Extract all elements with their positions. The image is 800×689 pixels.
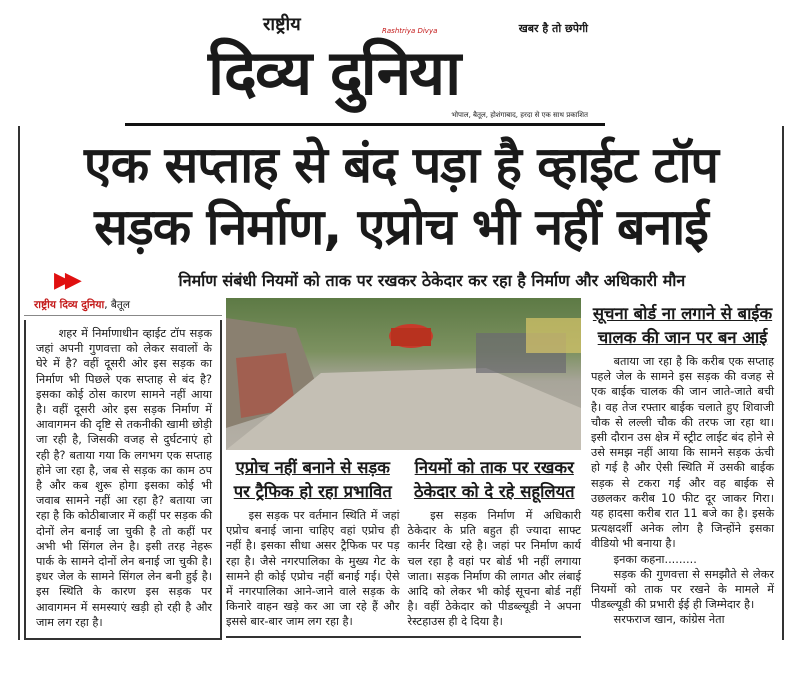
masthead-subline: भोपाल, बैतूल, होशंगाबाद, हरदा से एक साथ प्रकाशित bbox=[451, 111, 588, 119]
section-heading-approach: एप्रोच नहीं बनाने से सड़क पर ट्रैफिक हो रहा प्रभावित bbox=[233, 458, 392, 501]
left-column bbox=[24, 298, 222, 640]
quote-text: सड़क की गुणवत्ता से समझौते से लेकर नियमों को ताक पर रखने के मामले में पीडब्ल्यूडी की प्रभारी ईई ही जिम्मेदार है। bbox=[591, 567, 774, 612]
masthead-top-word: राष्ट्रीय bbox=[263, 14, 301, 35]
masthead-name: दिव्य दुनिया bbox=[208, 36, 460, 109]
masthead-top-row bbox=[208, 14, 598, 36]
tanker-body bbox=[391, 328, 431, 346]
quote-author: सरफराज खान, कांग्रेस नेता bbox=[613, 613, 725, 627]
shop-front bbox=[526, 318, 581, 353]
subheadline-row bbox=[24, 268, 778, 294]
byline bbox=[24, 298, 222, 316]
quote-intro: इनका कहना......... bbox=[613, 552, 697, 566]
middle-column bbox=[226, 298, 581, 638]
section-heading-bike: सूचना बोर्ड ना लगाने से बाईक चालक की जान पर बन आई bbox=[592, 304, 773, 347]
section-text-approach: इस सड़क पर वर्तमान स्थिति में जहां एप्रोच बनाई जाना चाहिए वहां एप्रोच ही नहीं है। इसका सीधा असर ट्रैफिक पर पड़ रहा है। जैसे नगरपालिका के मुख्य गेट के सामने ही कोई एप्रोच नहीं बनाई गई। ऐसे में नगरपालिका आने-जाने वाले सड़क के किनारे वाहन खड़े कर आ जा रहे हैं और इससे बार-बार जाम लग रहा है। bbox=[226, 509, 400, 629]
subheadline: निर्माण संबंधी नियमों को ताक पर रखकर ठेकेदार कर रहा है निर्माण और अधिकारी मौन bbox=[178, 271, 686, 290]
article-frame bbox=[18, 126, 784, 640]
left-column-text: शहर में निर्माणाधीन व्हाईट टॉप सड़क जहां अपनी गुणवत्ता को लेकर सवालों के घेरे में है? वहीं दूसरी ओर इस सड़क का निर्माण भी पिछले एक सप्ताह से बंद है? इसका कोई ठोस कारण सामने नहीं आया है। वहीं दूसरी ओर इस सड़क निर्माण में आवागमन की दृष्टि से तकनीकी खामी छोड़ी जा रही है, जिसकी वजह से दुर्घटनाएं हो रही है? बताया गया कि लगभग एक सप्ताह होने जा रहा है, जब से सड़क का काम ठप है और कब शुरू होगा इसका कोई भी जवाब सामने नहीं आ रहा है? बताया जा रहा है कि कोठीबाजार में कहीं पर सड़क की दोनों लेन बनाई जा चुकी है तो कहीं पर अभी भी सिंगल लेन है। इसी तरह नेहरू पार्क के सामने दोनों लेन बनाई जा चुकी है। इधर जेल के सामने सिंगल लेन बनी हुई है। इस स्थिति के कारण इस सड़क पर आवागमन में समस्याएं खड़ी हो रही है और जाम लग रहा है। bbox=[36, 327, 212, 629]
byline-place: , बैतूल bbox=[104, 299, 130, 311]
section-rules bbox=[408, 456, 582, 630]
photo-illustration bbox=[226, 298, 581, 450]
section-text-rules: इस सड़क निर्माण में अधिकारी ठेकेदार के प्रति बहुत ही ज्यादा साफ्ट कार्नर दिखा रहे है। जहां पर निर्माण कार्य चल रहा है वहां पर बोर्ड भी नहीं लगाया जाता। सड़क निर्माण की लागत और लंबाई आदि को लेकर भी कोई सूचना बोर्ड नहीं है। वहीं ठेकेदार को पीडब्ल्यूडी ने अपना रेस्टहाउस ही दे दिया है। bbox=[407, 509, 581, 629]
masthead-tagline: खबर है तो छपेगी bbox=[518, 22, 588, 35]
byline-source: राष्ट्रीय दिव्य दुनिया bbox=[34, 299, 105, 311]
masthead-logo bbox=[208, 14, 598, 120]
middle-subcolumns bbox=[226, 456, 581, 638]
article-columns bbox=[24, 298, 778, 640]
street-photo bbox=[226, 298, 581, 450]
headline-line-1: एक सप्ताह से बंद पड़ा है व्हाईट टॉप bbox=[84, 136, 718, 194]
right-column bbox=[585, 298, 778, 628]
left-column-box bbox=[24, 320, 222, 640]
section-approach bbox=[226, 456, 400, 630]
double-arrow-icon: ▶▶ bbox=[54, 268, 76, 293]
section-text-bike: बताया जा रहा है कि करीब एक सप्ताह पहले जेल के सामने इस सड़क की वजह से एक बाईक चालक की जान जाते-जाते बची है। वह तेज रफ्तार बाईक चलाते हुए शिवाजी चौक से लल्ली चौक की तरफ जा रहा था। इसी दौरान उस क्षेत्र में स्ट्रीट लाईट बंद होने से उसे समझ नहीं आया कि सामने सड़क ऊंची हो गई है और ऐसी स्थिति में उसकी बाईक सड़क से टकरा गई और वह बाईक से उछलकर करीब 10 फीट दूर जाकर गिरा। यह हादसा करीब रात 11 बजे का है। इसके प्रत्यक्षदर्शी अनेक लोग है जिन्होंने इसका वीडियो भी बनाया है। bbox=[591, 355, 774, 551]
section-heading-rules: नियमों को ताक पर रखकर ठेकेदार को दे रहे सहूलियत bbox=[413, 458, 575, 501]
headline-line-2: सड़क निर्माण, एप्रोच भी नहीं बनाई bbox=[94, 198, 708, 256]
masthead-emblem: Rashtriya Divya bbox=[382, 27, 438, 35]
